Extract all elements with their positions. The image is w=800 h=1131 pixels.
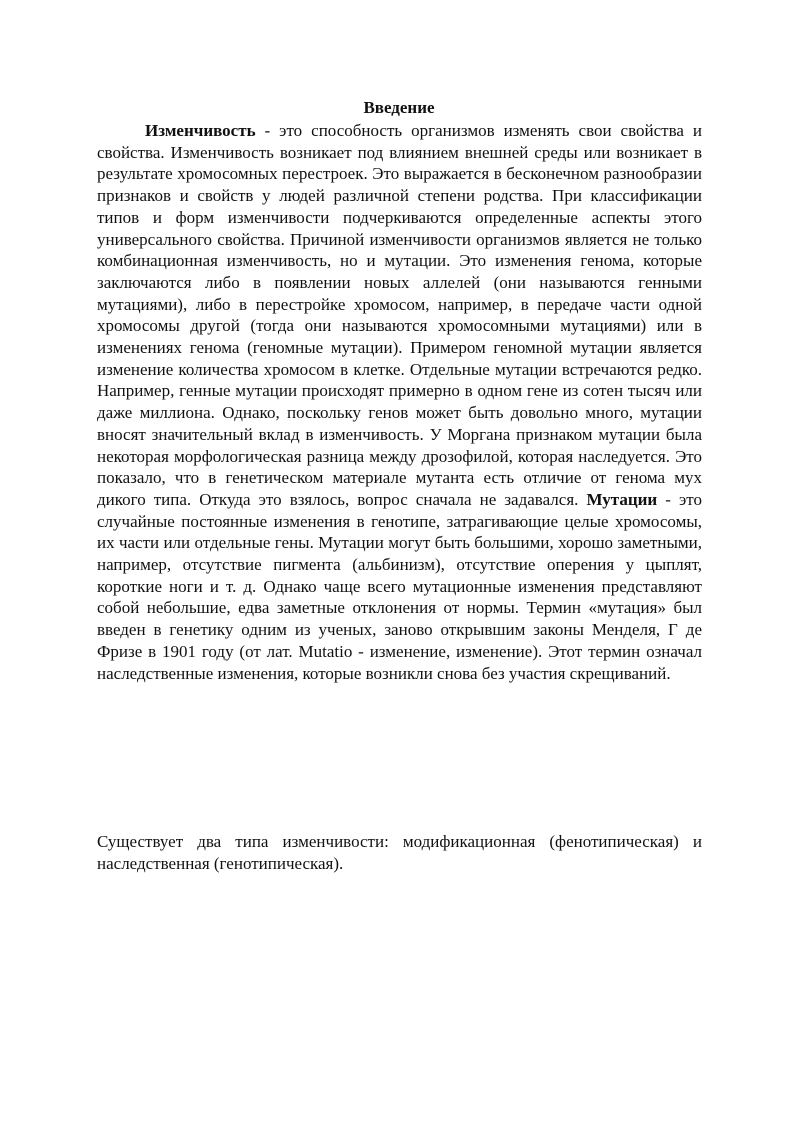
term-variability: Изменчивость [145, 121, 256, 140]
page-title: Введение [363, 98, 435, 117]
paragraph-variability-text: - это способность организмов изменять свои свойства и свойства. Изменчивость возникает под влиянием внешней среды или возникает в результате хромосомных перестроек. Это выражается в бесконечном разнообразии признаков и свойств у людей различной степени родства. При классификации типов и форм изменчивости подчеркиваются определенные аспекты этого универсального свойства. Причиной изменчивости организмов является не только комбинационная изменчивость, но и мутации. Это изменения генома, которые заключаются либо в появлении новых аллелей (они называются генными мутациями), либо в перестройке хромосом, например, в передаче части одной хромосомы другой (тогда они называются хромосомными мутациями) или в изменениях генома (геномные мутации). Примером геномной мутации является изменение количества хромосом в клетке. Отдельные мутации встречаются редко. Например, генные мутации происходят примерно в одном гене из сотен тысяч или даже миллиона. Однако, поскольку генов может быть довольно много, мутации вносят значительный вклад в изменчивость. У Моргана признаком мутации была некоторая морфологическая разница между дрозофилой, которая наследуется. Это показало, что в генетическом материале мутанта есть отличие от генома мух дикого типа. Откуда это взялось, вопрос сначала не задавался. [97, 121, 702, 509]
term-mutations: Мутации [586, 489, 658, 509]
types-paragraph: Существует два типа изменчивости: модификационная (фенотипическая) и наследственная (генотипическая). [97, 832, 702, 873]
main-text [97, 120, 702, 684]
paragraph-mutations-text: - это случайные постоянные изменения в генотипе, затрагивающие целые хромосомы, их части или отдельные гены. Мутации могут быть большими, хорошо заметными, например, отсутствие пигмента (альбинизм), отсутствие оперения у цыплят, короткие ноги и т. д. Однако чаще всего мутационные изменения представляют собой небольшие, едва заметные отклонения от нормы. Термин «мутация» был введен в генетику одним из ученых, заново открывшим законы Менделя, Г де Фризе в 1901 году (от лат. Mutatio - изменение, изменение). Этот термин означал наследственные изменения, которые возникли снова без участия скрещиваний. [97, 489, 702, 683]
